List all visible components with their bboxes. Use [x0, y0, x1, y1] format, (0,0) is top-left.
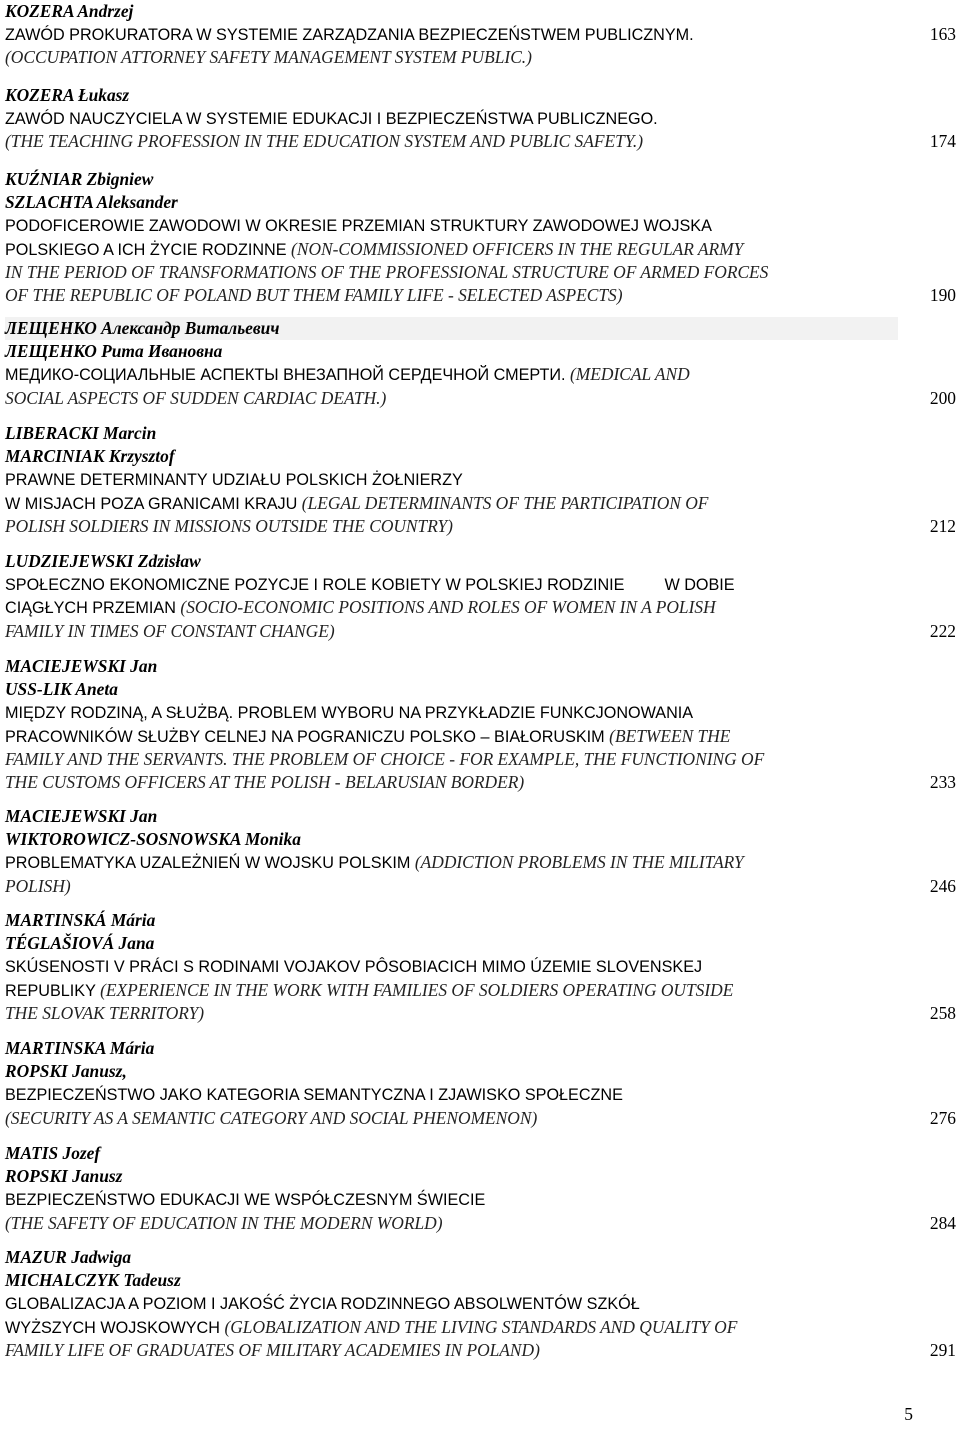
- toc-title-line: [5, 851, 960, 874]
- toc-author: KOZERA Andrzej: [5, 1, 134, 21]
- toc-title-english: IN THE PERIOD OF TRANSFORMATIONS OF THE PROFESSIONAL STRUCTURE OF ARMED FORCES: [5, 261, 769, 282]
- toc-entry: [5, 422, 960, 538]
- toc-title-line: [5, 1212, 960, 1235]
- toc-title-original: SPOŁECZNO EKONOMICZNE POZYCJE I ROLE KOBIETY W POLSKIEJ RODZINIE: [5, 576, 625, 595]
- toc-entry: [5, 909, 960, 1025]
- toc-title-line: [5, 284, 960, 307]
- toc-author: MACIEJEWSKI Jan: [5, 656, 158, 676]
- toc-title-line: [5, 1316, 960, 1339]
- toc-title-line: [5, 1292, 960, 1315]
- toc-title-english: FAMILY IN TIMES OF CONSTANT CHANGE): [5, 620, 335, 641]
- toc-author: ЛЕЩЕНКО Александр Витальевич: [5, 317, 898, 340]
- toc-title-original: ZAWÓD PROKURATORA W SYSTEMIE ZARZĄDZANIA BEZPIECZEŃSTWEM PUBLICZNYM.: [5, 26, 694, 45]
- toc-author: WIKTOROWICZ-SOSNOWSKA Monika: [5, 829, 301, 850]
- toc-author: USS-LIK Aneta: [5, 679, 118, 700]
- toc-title-english: THE SLOVAK TERRITORY): [5, 1002, 205, 1023]
- toc-title-original: PROBLEMATYKA UZALEŻNIEŃ W WOJSKU POLSKIM: [5, 854, 415, 873]
- toc-title-original: PODOFICEROWIE ZAWODOWI W OKRESIE PRZEMIAN STRUKTURY ZAWODOWEJ WOJSKA: [5, 217, 712, 236]
- toc-title-line: [5, 46, 960, 69]
- toc-page-number: 258: [929, 1002, 956, 1023]
- toc-page-number: 246: [929, 875, 956, 896]
- toc-title-original: BEZPIECZEŃSTWO EDUKACJI WE WSPÓŁCZESNYM ŚWIECIE: [5, 1191, 486, 1210]
- toc-page-number: 174: [929, 131, 956, 152]
- toc-title-original: МЕДИКО-СОЦИАЛЬНЫЕ АСПЕКТЫ ВНЕЗАПНОЙ СЕРДЕЧНОЙ СМЕРТИ.: [5, 366, 570, 385]
- toc-title-line: [5, 955, 960, 978]
- toc-page-number: 190: [929, 284, 956, 305]
- toc-author: LUDZIEJEWSKI Zdzisław: [5, 551, 201, 571]
- toc-author: ROPSKI Janusz,: [5, 1061, 127, 1082]
- toc-entry: [5, 1142, 960, 1235]
- toc-entry: [5, 317, 960, 410]
- toc-author: MAZUR Jadwiga: [5, 1247, 132, 1267]
- toc-title-english: SOCIAL ASPECTS OF SUDDEN CARDIAC DEATH.): [5, 387, 387, 408]
- toc-author: LIBERACKI Marcin: [5, 423, 157, 443]
- toc-title-line: [5, 1339, 960, 1362]
- toc-title-line: [5, 701, 960, 724]
- toc-page-number: 200: [929, 387, 956, 408]
- toc-title-english: (NON-COMMISSIONED OFFICERS IN THE REGULAR ARMY: [291, 238, 744, 259]
- toc-title-original: SKÚSENOSTI V PRÁCI S RODINAMI VOJAKOV PÔSOBIACICH MIMO ÚZEMIE SLOVENSKEJ: [5, 958, 703, 977]
- toc-title-line: [5, 130, 960, 153]
- toc-title-line: [5, 875, 960, 898]
- toc-title-original: CIĄGŁYCH PRZEMIAN: [5, 599, 181, 618]
- toc-title-english: POLISH SOLDIERS IN MISSIONS OUTSIDE THE COUNTRY): [5, 515, 453, 536]
- footer-page-number: 5: [904, 1404, 913, 1424]
- toc-title-line: [5, 23, 960, 46]
- toc-title-english: (THE TEACHING PROFESSION IN THE EDUCATION SYSTEM AND PUBLIC SAFETY.): [5, 131, 644, 152]
- toc-author: MARTINSKÁ Mária: [5, 910, 156, 930]
- toc-title-line: [5, 492, 960, 515]
- toc-title-english: FAMILY LIFE OF GRADUATES OF MILITARY ACADEMIES IN POLAND): [5, 1339, 540, 1360]
- toc-title-english: (EXPERIENCE IN THE WORK WITH FAMILIES OF SOLDIERS OPERATING OUTSIDE: [100, 979, 734, 1000]
- toc-title-line: [5, 387, 960, 410]
- toc-title-english: (OCCUPATION ATTORNEY SAFETY MANAGEMENT SYSTEM PUBLIC.): [5, 47, 532, 68]
- toc-author: MATIS Jozef: [5, 1143, 101, 1163]
- toc-title-english: (LEGAL DETERMINANTS OF THE PARTICIPATION OF: [301, 492, 709, 513]
- toc-author: KUŹNIAR Zbigniew: [5, 169, 154, 189]
- toc-title-original: W MISJACH POZA GRANICAMI KRAJU: [5, 494, 302, 513]
- toc-title-original: WYŻSZYCH WOJSKOWYCH: [5, 1318, 225, 1337]
- toc-title-original: PRAWNE DETERMINANTY UDZIAŁU POLSKICH ŻOŁNIERZY: [5, 471, 463, 490]
- toc-title-original: MIĘDZY RODZINĄ, A SŁUŻBĄ. PROBLEM WYBORU NA PRZYKŁADZIE FUNKCJONOWANIA: [5, 704, 694, 723]
- toc-page-number: 284: [929, 1212, 956, 1233]
- toc-title-english: (THE SAFETY OF EDUCATION IN THE MODERN WORLD): [5, 1212, 443, 1233]
- toc-title-english: THE CUSTOMS OFFICERS AT THE POLISH - BELARUSIAN BORDER): [5, 771, 525, 792]
- toc-title-line: [5, 979, 960, 1002]
- toc-author: SZLACHTA Aleksander: [5, 192, 178, 213]
- toc-title-original: W DOBIE: [664, 576, 735, 595]
- toc-page-number: 212: [929, 515, 956, 536]
- toc-title-line: [5, 107, 960, 130]
- toc-page-number: 222: [929, 620, 956, 641]
- toc-title-english: FAMILY AND THE SERVANTS. THE PROBLEM OF CHOICE - FOR EXAMPLE, THE FUNCTIONING OF: [5, 748, 765, 769]
- toc-entry: [5, 1037, 960, 1130]
- toc-author: MARTINSKA Mária: [5, 1038, 155, 1058]
- toc-title-original: REPUBLIKY: [5, 981, 101, 1000]
- toc-title-line: [5, 261, 960, 284]
- toc-title-line: [5, 748, 960, 771]
- toc-title-line: [5, 1107, 960, 1130]
- toc-title-line: [5, 214, 960, 237]
- toc-author: MICHALCZYK Tadeusz: [5, 1270, 181, 1291]
- toc-title-line: [5, 620, 960, 643]
- toc-title-line: [5, 1083, 960, 1106]
- toc-author: ROPSKI Janusz: [5, 1166, 123, 1187]
- toc-author: ЛЕЩЕНКО Рита Ивановна: [5, 341, 223, 362]
- toc-page-number: 163: [929, 24, 956, 45]
- toc-title-line: [5, 1002, 960, 1025]
- toc-title-original: GLOBALIZACJA A POZIOM I JAKOŚĆ ŻYCIA RODZINNEGO ABSOLWENTÓW SZKÓŁ: [5, 1295, 640, 1314]
- toc-entry: [5, 805, 960, 898]
- toc-title-line: [5, 468, 960, 491]
- toc-title-english: (SECURITY AS A SEMANTIC CATEGORY AND SOCIAL PHENOMENON): [5, 1107, 538, 1128]
- toc-title-english: POLISH): [5, 875, 71, 896]
- toc-author: MARCINIAK Krzysztof: [5, 446, 175, 467]
- toc-title-original: ZAWÓD NAUCZYCIELA W SYSTEMIE EDUKACJI I BEZPIECZEŃSTWA PUBLICZNEGO.: [5, 110, 658, 129]
- toc-title-english: OF THE REPUBLIC OF POLAND BUT THEM FAMILY LIFE - SELECTED ASPECTS): [5, 284, 623, 305]
- toc-title-original: PRACOWNIKÓW SŁUŻBY CELNEJ NA POGRANICZU POLSKO – BIAŁORUSKIM: [5, 727, 610, 746]
- toc-title-line: [5, 238, 960, 261]
- toc-page-number: 233: [929, 771, 956, 792]
- toc-title-english: (MEDICAL AND: [569, 364, 690, 385]
- toc-title-line: [5, 725, 960, 748]
- toc-title-line: [5, 1188, 960, 1211]
- toc-page-number: 276: [929, 1107, 956, 1128]
- toc-title-english: (GLOBALIZATION AND THE LIVING STANDARDS AND QUALITY OF: [224, 1316, 738, 1337]
- toc-entry: [5, 1246, 960, 1362]
- toc-author: KOZERA Łukasz: [5, 85, 130, 105]
- toc-title-original: POLSKIEGO A ICH ŻYCIE RODZINNE: [5, 240, 292, 259]
- toc-title-original: BEZPIECZEŃSTWO JAKO KATEGORIA SEMANTYCZNA I ZJAWISKO SPOŁECZNE: [5, 1086, 623, 1105]
- toc-entry: [5, 168, 960, 307]
- toc-page-number: 291: [929, 1339, 956, 1360]
- toc-entry: [5, 84, 960, 154]
- toc-entry: [5, 550, 960, 643]
- toc-entry: [5, 655, 960, 794]
- toc-title-line: [5, 573, 960, 596]
- toc-entry: [5, 0, 960, 70]
- toc-title-english: (SOCIO-ECONOMIC POSITIONS AND ROLES OF WOMEN IN A POLISH: [180, 597, 716, 618]
- toc-title-line: [5, 515, 960, 538]
- toc-author: TÉGLAŠIOVÁ Jana: [5, 933, 155, 954]
- toc-title-english: (BETWEEN THE: [609, 725, 731, 746]
- toc-title-line: [5, 771, 960, 794]
- toc-author: MACIEJEWSKI Jan: [5, 806, 158, 826]
- toc-title-line: [5, 596, 960, 619]
- toc-title-line: [5, 363, 960, 386]
- toc-title-english: (ADDICTION PROBLEMS IN THE MILITARY: [414, 852, 744, 873]
